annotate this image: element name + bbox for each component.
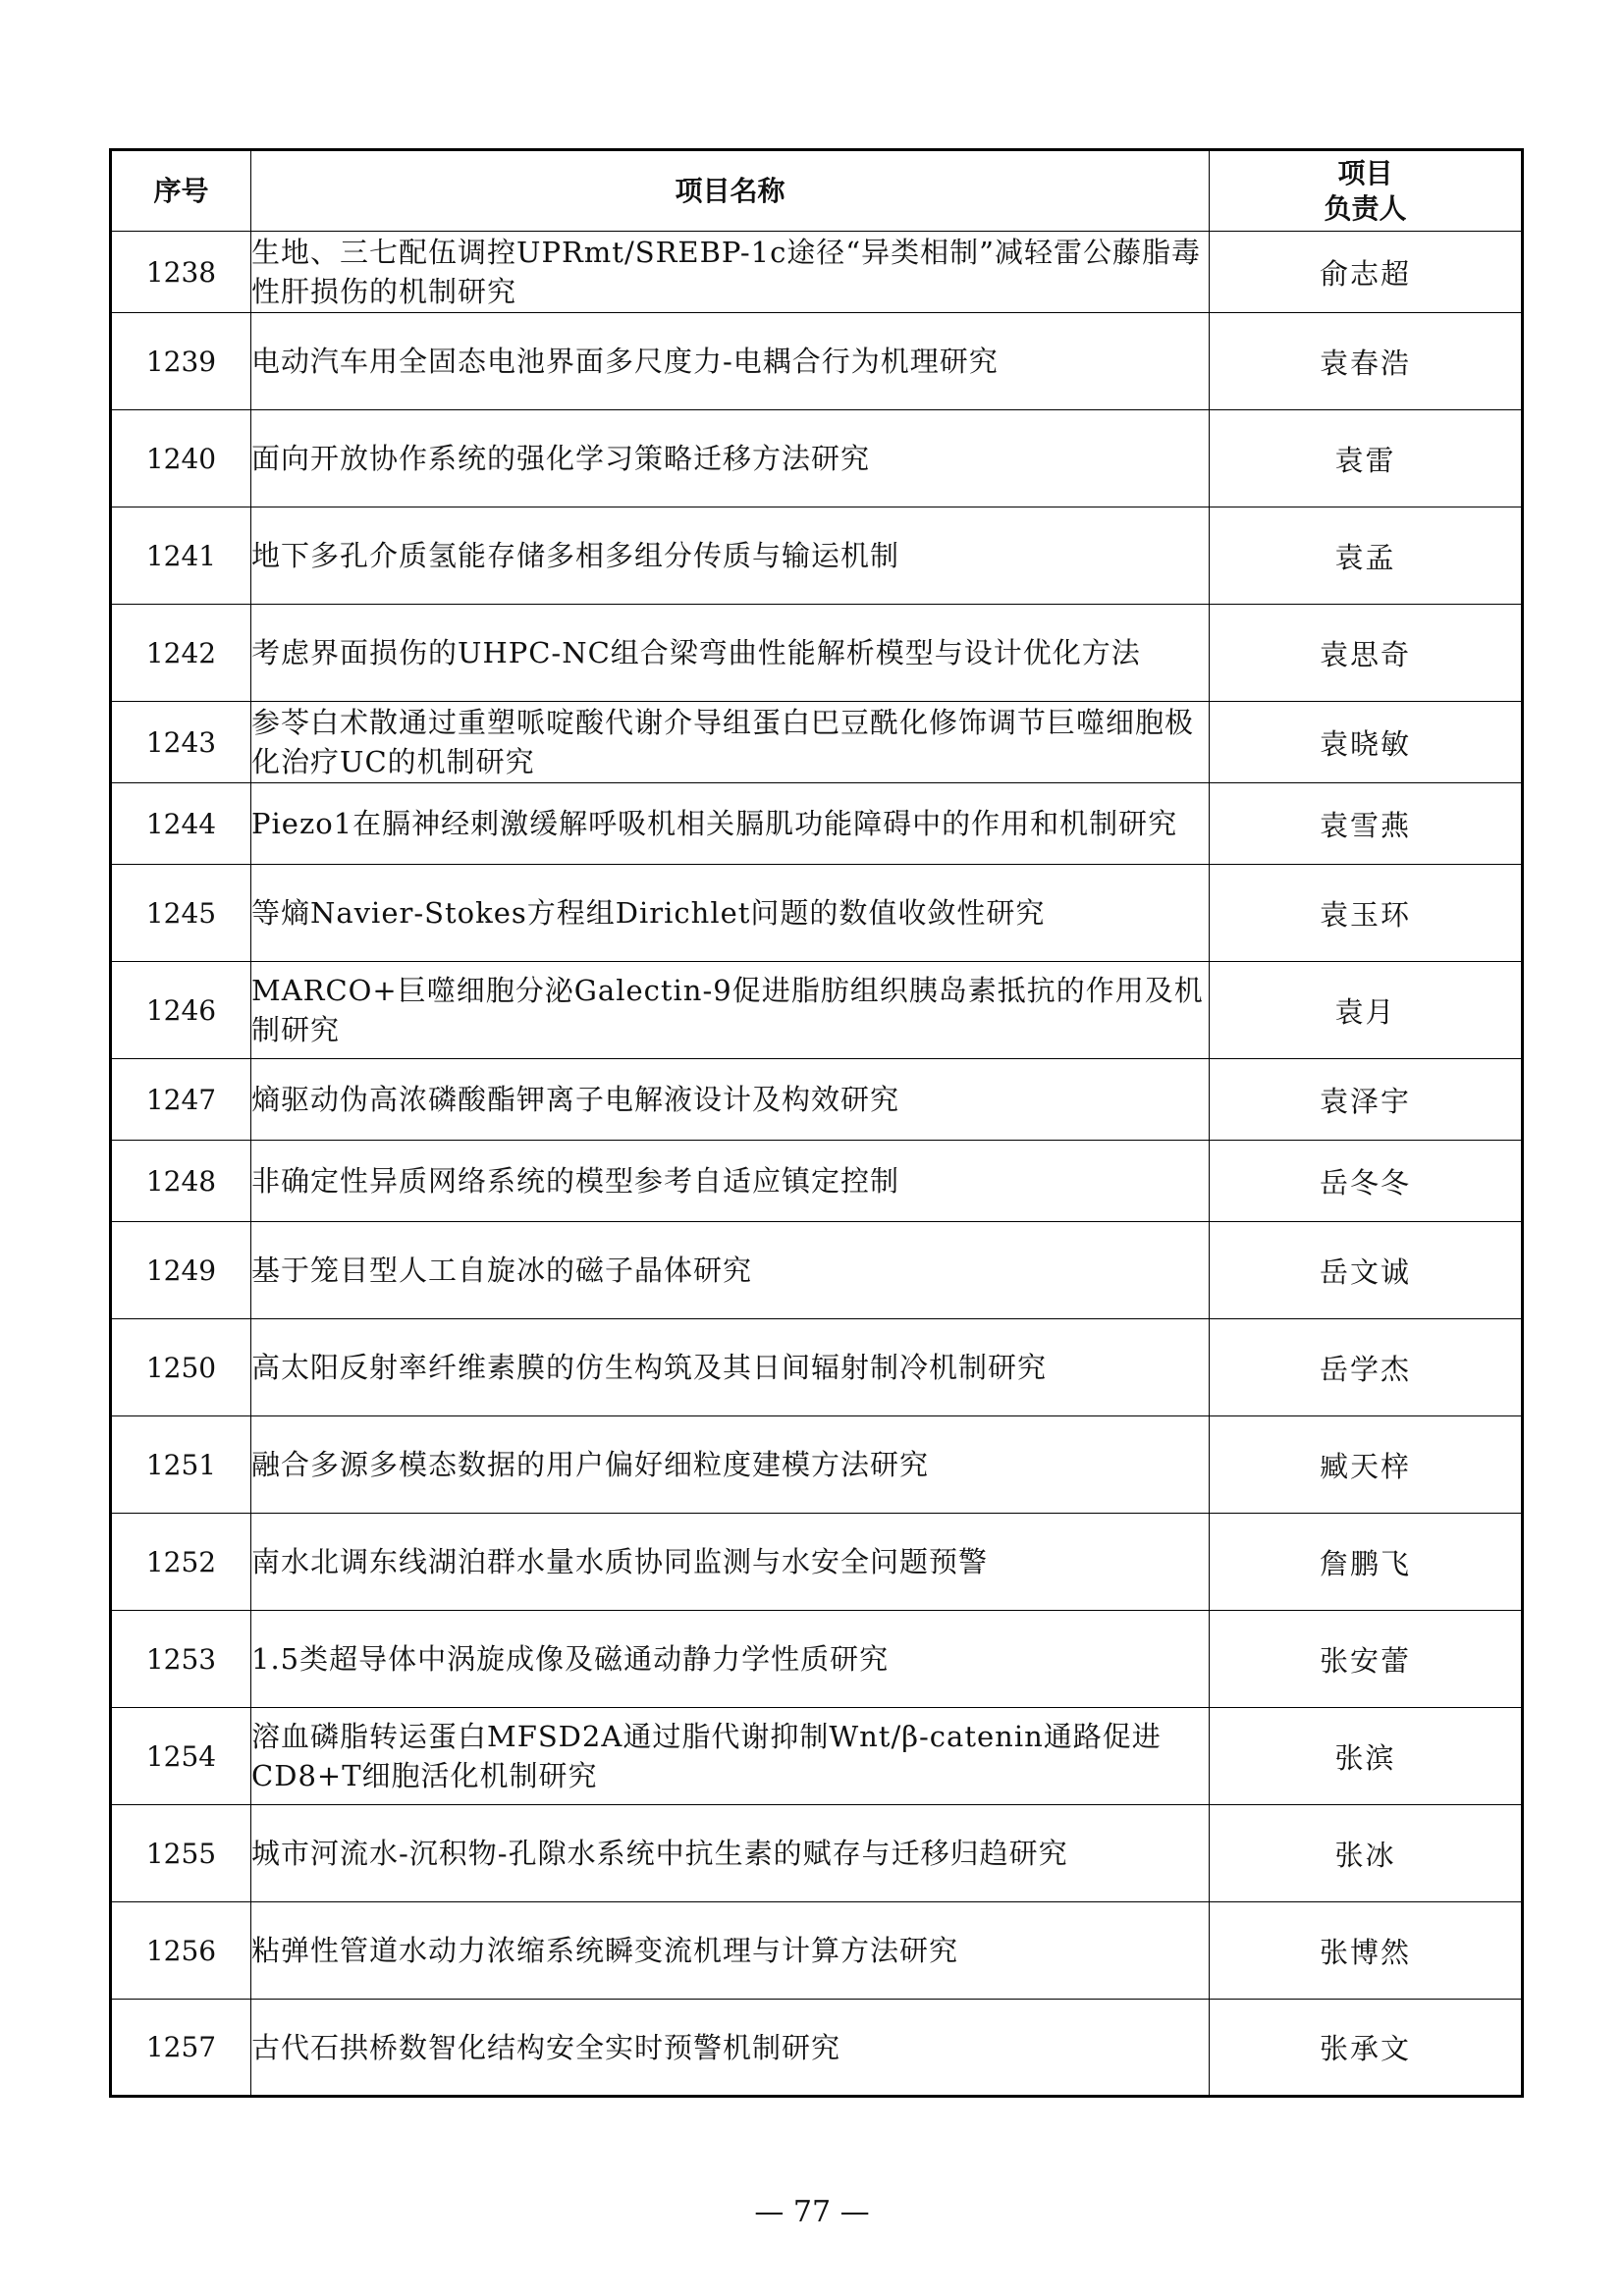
row-title: 面向开放协作系统的强化学习策略迁移方法研究 [251,410,1210,507]
row-no: 1253 [111,1611,251,1708]
row-owner: 岳文诚 [1210,1222,1523,1319]
row-title: 粘弹性管道水动力浓缩系统瞬变流机理与计算方法研究 [251,1902,1210,2000]
row-title: 熵驱动伪高浓磷酸酯钾离子电解液设计及构效研究 [251,1059,1210,1141]
table-row [111,1059,1523,1141]
row-owner: 袁思奇 [1210,605,1523,702]
row-owner: 张承文 [1210,2000,1523,2097]
row-owner: 张博然 [1210,1902,1523,2000]
row-owner: 张滨 [1210,1708,1523,1805]
row-title: 考虑界面损伤的UHPC-NC组合梁弯曲性能解析模型与设计优化方法 [251,605,1210,702]
row-owner: 张冰 [1210,1805,1523,1902]
row-no: 1251 [111,1416,251,1514]
row-no: 1249 [111,1222,251,1319]
row-title: 参苓白术散通过重塑哌啶酸代谢介导组蛋白巴豆酰化修饰调节巨噬细胞极化治疗UC的机制研究 [251,702,1210,783]
row-owner: 袁晓敏 [1210,702,1523,783]
row-no: 1243 [111,702,251,783]
row-no: 1254 [111,1708,251,1805]
row-owner: 岳冬冬 [1210,1141,1523,1222]
row-title: 古代石拱桥数智化结构安全实时预警机制研究 [251,2000,1210,2097]
row-title: 等熵Navier-Stokes方程组Dirichlet问题的数值收敛性研究 [251,865,1210,962]
row-title: 地下多孔介质氢能存储多相多组分传质与输运机制 [251,507,1210,605]
table-row [111,1708,1523,1805]
table-header-row [111,150,1523,232]
table-row [111,1514,1523,1611]
row-owner: 袁孟 [1210,507,1523,605]
row-owner: 袁春浩 [1210,313,1523,410]
table-row [111,702,1523,783]
row-no: 1250 [111,1319,251,1416]
row-no: 1255 [111,1805,251,1902]
row-no: 1242 [111,605,251,702]
table-row [111,1611,1523,1708]
row-no: 1241 [111,507,251,605]
row-owner: 詹鹏飞 [1210,1514,1523,1611]
page-number: — 77 — [754,2195,870,2229]
table-row [111,1319,1523,1416]
table-row [111,2000,1523,2097]
table-row [111,1902,1523,2000]
header-title: 项目名称 [251,150,1210,232]
row-title: MARCO+巨噬细胞分泌Galectin-9促进脂肪组织胰岛素抵抗的作用及机制研究 [251,962,1210,1059]
table-row [111,1805,1523,1902]
row-title: 非确定性异质网络系统的模型参考自适应镇定控制 [251,1141,1210,1222]
header-owner-line1: 项目 [1337,156,1393,189]
table-row [111,962,1523,1059]
row-title: 1.5类超导体中涡旋成像及磁通动静力学性质研究 [251,1611,1210,1708]
table-row [111,410,1523,507]
row-owner: 袁月 [1210,962,1523,1059]
row-owner: 岳学杰 [1210,1319,1523,1416]
table-row [111,1222,1523,1319]
row-title: 南水北调东线湖泊群水量水质协同监测与水安全问题预警 [251,1514,1210,1611]
row-title: Piezo1在膈神经刺激缓解呼吸机相关膈肌功能障碍中的作用和机制研究 [251,783,1210,865]
table-row [111,865,1523,962]
row-no: 1252 [111,1514,251,1611]
header-owner [1210,150,1523,232]
row-no: 1246 [111,962,251,1059]
project-table [109,148,1524,2098]
row-no: 1256 [111,1902,251,2000]
table-row [111,1141,1523,1222]
row-title: 溶血磷脂转运蛋白MFSD2A通过脂代谢抑制Wnt/β-catenin通路促进CD8+T细胞活化机制研究 [251,1708,1210,1805]
row-no: 1240 [111,410,251,507]
row-owner: 臧天梓 [1210,1416,1523,1514]
row-title: 基于笼目型人工自旋冰的磁子晶体研究 [251,1222,1210,1319]
table-row [111,232,1523,313]
header-no: 序号 [111,150,251,232]
row-title: 高太阳反射率纤维素膜的仿生构筑及其日间辐射制冷机制研究 [251,1319,1210,1416]
row-no: 1245 [111,865,251,962]
row-title: 电动汽车用全固态电池界面多尺度力-电耦合行为机理研究 [251,313,1210,410]
row-owner: 袁泽宇 [1210,1059,1523,1141]
table-row [111,313,1523,410]
row-owner: 袁雪燕 [1210,783,1523,865]
row-no: 1257 [111,2000,251,2097]
row-title: 融合多源多模态数据的用户偏好细粒度建模方法研究 [251,1416,1210,1514]
row-no: 1248 [111,1141,251,1222]
row-no: 1244 [111,783,251,865]
row-title: 生地、三七配伍调控UPRmt/SREBP-1c途径“异类相制”减轻雷公藤脂毒性肝损伤的机制研究 [251,232,1210,313]
row-owner: 袁玉环 [1210,865,1523,962]
table-row [111,605,1523,702]
table-row [111,783,1523,865]
row-owner: 俞志超 [1210,232,1523,313]
row-no: 1247 [111,1059,251,1141]
row-no: 1239 [111,313,251,410]
row-no: 1238 [111,232,251,313]
table-row [111,507,1523,605]
row-owner: 袁雷 [1210,410,1523,507]
row-owner: 张安蕾 [1210,1611,1523,1708]
header-owner-line2: 负责人 [1324,191,1407,225]
row-title: 城市河流水-沉积物-孔隙水系统中抗生素的赋存与迁移归趋研究 [251,1805,1210,1902]
table-row [111,1416,1523,1514]
